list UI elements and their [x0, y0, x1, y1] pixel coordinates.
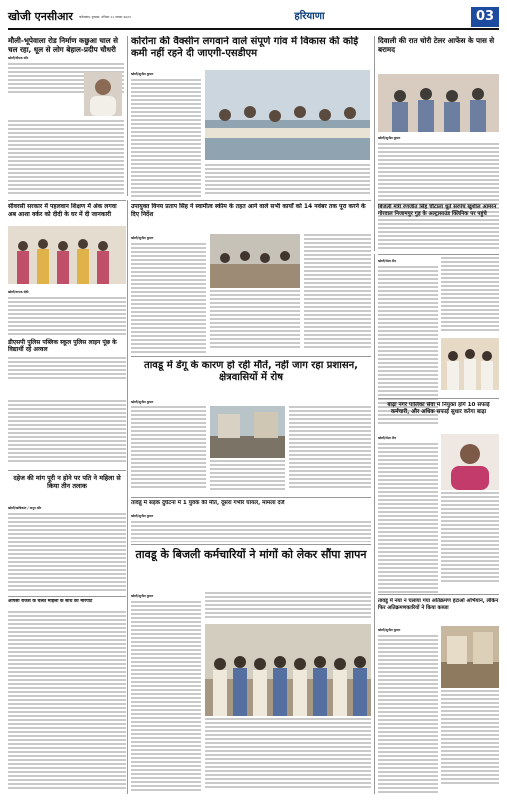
body-text: [441, 492, 499, 582]
section-title: हरियाणा: [294, 11, 325, 22]
body-text: [210, 290, 300, 348]
body-text: [8, 513, 126, 591]
story-dowry-body: [8, 504, 126, 594]
story-ownership-col3: [304, 234, 371, 354]
headline: तावडू में सड़क दुर्घटना में 1 युवक की मौत, दूसरा गंभीर घायल, मामला दर्ज: [131, 500, 285, 506]
body-text: [378, 635, 438, 793]
byline: खोजी/सुनील कुमार: [131, 594, 154, 598]
body-text: [441, 257, 499, 331]
headline: डीएसपी पुलिस पब्लिक स्कूल पुलिस लाइन पूंछ के विद्यार्थी रहे अव्वल: [8, 338, 117, 353]
headline: तावडू में डेंगू के कारण हो रही मौतें, नहीं जाग रहा प्रशासन, क्षेत्रवासियों में रोष: [144, 360, 358, 383]
story-ownership-col2: [210, 290, 300, 354]
story-minister-visit: [378, 204, 499, 254]
byline: खोजी/सुनील कुमार: [378, 628, 401, 632]
byline: खोजी/दीपक कौर: [8, 56, 29, 60]
column-rule: [374, 36, 375, 251]
headline: बाढ़ा नगर पालिका सेवा में नियुक्त होंगे 10 सफाई कर्मचारी, और अधिक सफाई सुधार करेगा बाढ़ा: [387, 402, 490, 415]
byline: खोजी/मेला टीम: [378, 259, 397, 263]
body-text: [205, 164, 370, 194]
story-dengue: [131, 360, 371, 396]
column-rule: [374, 254, 375, 794]
story-assault: [8, 599, 126, 611]
story-ownership-col1: [131, 234, 206, 354]
story-dsp-school-continued: [8, 400, 126, 470]
column-rule: [127, 36, 128, 196]
body-text: [131, 243, 206, 353]
story-diwali-theft: [378, 36, 499, 72]
byline: खोजी/ऋषिकांत / अनूप कौर: [8, 506, 42, 510]
headline: सीवरसी सरकार में पहलवान शिक्षण में अंक लगवा अब आशा वर्कर को दीदी के घर में दी जानकारी: [8, 203, 117, 218]
row-rule: [131, 200, 371, 201]
story-road-construction-body: [8, 120, 124, 198]
story-bada-col2: [441, 492, 499, 592]
headline: तावडू के बिजली कर्मचारियों ने मांगों को लेकर सौंपा ज्ञापन: [135, 548, 367, 561]
story-electricity-col3: [205, 718, 371, 794]
story-electricity-employees: [131, 548, 371, 588]
portrait-photo: [84, 72, 122, 116]
story-bada-sanitation: [378, 402, 499, 432]
headline: तावडू में नया न चलाया गया अतिक्रमण हटाओ अभियान, लेकिन फिर अतिक्रमणकारियों ने किया कब्जा: [378, 598, 499, 611]
body-text: [205, 592, 371, 618]
body-text: [131, 79, 201, 197]
group-photo: [8, 226, 126, 284]
body-text: [131, 601, 201, 791]
edition-meta: फरीदाबाद, गुरुग्राम, शनिवार 11 नवम्बर 2023: [78, 15, 131, 19]
headline: मौली-भूपेवाला रोड निर्माण कछुआ चाल से चल रहा, धूल से लोग बेहाल-प्रदीप चौधरी: [8, 36, 119, 54]
story-dsp-school: [8, 288, 126, 398]
body-text: [8, 400, 126, 462]
story-vaccine-col1: [131, 70, 201, 198]
story-dengue-col1: [131, 406, 206, 494]
body-text: [8, 120, 124, 194]
byline: खोजी/सुनील कुमार: [131, 400, 154, 404]
story-asha-worker: [8, 203, 126, 225]
column-rule: [127, 200, 128, 794]
story-encroachment-col1: [378, 626, 438, 794]
encroachment-photo: [441, 626, 499, 688]
byline: खोजी/रूपक सेठी: [8, 290, 29, 294]
masthead: [8, 6, 499, 30]
byline: खोजी/मेला टीम: [378, 436, 397, 440]
body-text: [205, 718, 371, 788]
story-minister-col2: [441, 257, 499, 337]
story-road-accident: [131, 500, 371, 512]
story-dengue-col3: [289, 406, 371, 494]
body-text: [131, 406, 206, 488]
row-rule: [8, 470, 126, 471]
inauguration-photo: [441, 338, 499, 390]
story-encroachment-col2: [441, 690, 499, 794]
street-photo: [210, 406, 285, 458]
row-rule: [8, 596, 126, 597]
byline: खोजी/सुनील कुमार: [131, 514, 154, 518]
memorandum-photo: [205, 624, 371, 716]
body-text: [8, 611, 126, 789]
story-bada-col1: [378, 434, 438, 594]
story-assault-body: [8, 611, 126, 794]
headline: उपायुक्त विनय प्रताप सिंह ने स्वामीत्व स्कीम के तहत आने वाले सभी कार्यों को 14 नवंबर तक पूरा करने के दिए निर्देश: [131, 203, 366, 218]
headline: आपसी रंजिश के चलते महिला के साथ की मारपीट: [8, 599, 93, 604]
story-vaccine-village: [131, 36, 371, 68]
meeting-photo-2: [210, 234, 300, 288]
row-rule: [131, 497, 371, 498]
headline: दिवाली की रात चोरी टेलर आफेंस के पास से बरामद: [378, 36, 495, 54]
meeting-photo: [205, 70, 370, 160]
newspaper-logo: खोजी एनसीआर: [8, 10, 73, 23]
story-electricity-col2: [205, 592, 371, 622]
body-text: [289, 406, 371, 488]
byline: खोजी/सुनील कुमार: [378, 136, 401, 140]
body-text: [210, 460, 285, 490]
masthead-left: [8, 11, 148, 23]
headline: दहेज की मांग पूरी न होने पर पति ने महिला से किया तीन तलाक: [13, 474, 121, 490]
row-rule: [131, 544, 371, 545]
row-rule: [378, 254, 499, 255]
story-ownership-scheme: [131, 203, 371, 233]
headline: कोरोना की वैक्सीन लगवाने वाले संपूर्ण गांव में विकास की कोई कमी नहीं रहने दी जाएगी-एसडीएम: [131, 36, 359, 59]
row-rule: [8, 200, 126, 201]
row-rule: [131, 356, 371, 357]
body-text: [131, 521, 371, 543]
story-dengue-col2: [210, 460, 285, 494]
police-photo: [378, 74, 499, 132]
official-portrait-photo: [441, 434, 499, 490]
story-accident-body: [131, 512, 371, 542]
body-text: [378, 443, 438, 593]
byline: खोजी/सुनील कुमार: [131, 236, 154, 240]
body-text: [8, 297, 126, 335]
byline: खोजी/सुनील कुमार: [131, 72, 154, 76]
story-electricity-col1: [131, 592, 201, 794]
story-dowry-talaq: [8, 474, 126, 502]
headline: बिजली मंत्री रणजीत सिंह चौटाला धूर्त सरपंच खुशील आमरन गोरवाल निजामपुर गुड़ के अल्ट्रासाउंड क्लिनिक पर पहुंचे: [378, 204, 497, 217]
story-encroachment: [378, 598, 499, 624]
body-text: [441, 690, 499, 784]
row-rule: [378, 398, 499, 399]
row-rule: [378, 594, 499, 595]
body-text: [304, 234, 371, 348]
body-text: [8, 357, 126, 379]
story-vaccine-col2: [205, 164, 370, 198]
body-text: [378, 266, 438, 424]
page-number: 03: [471, 7, 499, 27]
